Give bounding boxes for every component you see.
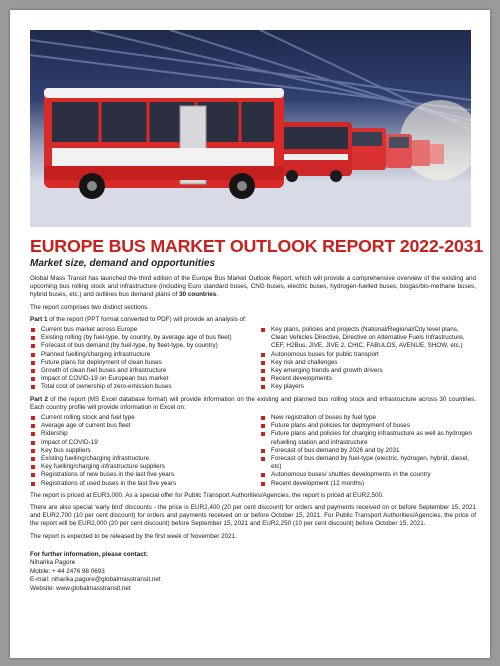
report-body	[30, 275, 476, 593]
list-item: Autonomous buses/ shuttles developments in the country	[260, 471, 474, 479]
report-subtitle: Market size, demand and opportunities	[30, 258, 216, 269]
list-item: Total cost of ownership of zero-emission buses	[30, 383, 260, 391]
list-item: New registration of buses by fuel type	[260, 414, 474, 422]
brochure-page	[10, 10, 490, 658]
list-item: Key plans, policies and projects (National/Regional/City level plans, Clean Vehicles Directive, Directive on Alternative Fuels Infrastructure, CEF, H2Bus, JIVE, JIVE 2, CHIC, FABULOS, AVENUE, SHOW, etc.)	[260, 326, 474, 351]
contact-block	[30, 551, 476, 593]
list-item: Growth of clean fuel buses and infrastructure	[30, 367, 260, 375]
part2-lists	[30, 414, 476, 488]
part1-text: of the report (PPT format converted to PDF) will provide an analysis of:	[47, 315, 247, 323]
list-item: Autonomous buses for public transport	[260, 351, 474, 359]
list-item: Current rolling stock and fuel type	[30, 414, 260, 422]
contact-website[interactable]: Website: www.globalmasstransit.net	[30, 584, 131, 592]
bus-photo-illustration	[30, 30, 471, 227]
report-title: EUROPE BUS MARKET OUTLOOK REPORT 2022-2031	[30, 236, 484, 256]
intro-emphasis: 30 countries	[179, 291, 217, 299]
list-item: Existing rolling (by fuel-type, by country, by average age of bus fleet)	[30, 334, 260, 342]
part1-left-list	[30, 326, 260, 392]
early-bird-paragraph: There are also special ‘early bird’ discounts - the price is EUR2,400 (20 per cent discount) for orders and payments received on or before September 15, 2021 and EUR2,700 (10 per cent discount) for orders and payments received on or before October 15, 2021. For Public Transport Authorities/Agencies, the price of the report will be EUR2,000 (20 per cent discount) before September 15, 2021 and EUR2,250 (10 per cent discount) before October 15, 2021.	[30, 504, 476, 528]
list-item: Recent development (12 months)	[260, 480, 474, 488]
list-item: Current bus market across Europe	[30, 326, 260, 334]
part1-lists	[30, 326, 476, 392]
list-item: Forecast of bus demand by 2026 and by 2031	[260, 447, 474, 455]
list-item: Forecast of bus demand by fuel-type (electric, hydrogen, hybrid, diesel, etc)	[260, 455, 474, 471]
intro-text: Global Mass Transit has launched the third edition of the Europe Bus Market Outlook Report, which will provide a comprehensive overview of the existing and upcoming bus rolling stock and infrastructure (including Euro standard buses, CNG buses, electric buses, hydrogen-fuelled buses, biogas/bio-methane buses, hybrid buses, etc.) and outlines bus demand plans of	[30, 275, 476, 299]
intro-end: .	[216, 291, 218, 299]
part2-left-list	[30, 414, 260, 488]
contact-heading: For further information, please contact:	[30, 550, 148, 558]
list-item: Forecast of bus demand (by fuel-type, by fleet-type, by country)	[30, 342, 260, 350]
list-item: Future plans and policies for deployment of buses	[260, 422, 474, 430]
part1-intro	[30, 316, 476, 324]
sections-intro: The report comprises two distinct sections.	[30, 303, 149, 311]
list-item: Existing fuelling/charging infrastructure	[30, 455, 260, 463]
list-item: Key emerging trends and growth drivers	[260, 367, 474, 375]
part1-label: Part 1	[30, 315, 48, 323]
pricing-paragraph: The report is priced at EUR3,000. As a special offer for Public Transport Authorities/Agencies, the report is priced at EUR2,500.	[30, 491, 384, 499]
list-item: Key players	[260, 383, 474, 391]
middle-bus	[274, 122, 352, 182]
part1-right-list	[260, 326, 474, 392]
part2-text: of the report (MS Excel database format) will provide information on the existing and planned bus rolling stock and infrastructure across 30 countries. Each country profile will provide information in Excel on:	[30, 395, 476, 411]
list-item: Impact of COVID-19	[30, 439, 260, 447]
list-item: Key fuelling/charging infrastructure suppliers	[30, 463, 260, 471]
list-item: Registrations of new buses in the last five years	[30, 471, 260, 479]
part2-intro	[30, 396, 476, 412]
list-item: Average age of current bus fleet	[30, 422, 260, 430]
list-item: Impact of COVID-19 on European bus market	[30, 375, 260, 383]
list-item: Future plans and policies for charging infrastructure as well as hydrogen refuelling station and infrastructure	[260, 430, 474, 446]
part2-label: Part 2	[30, 395, 49, 403]
release-paragraph: The report is expected to be released by the first week of November 2021.	[30, 532, 237, 540]
list-item: Ridership	[30, 430, 260, 438]
list-item: Key bus suppliers	[30, 447, 260, 455]
front-bus	[44, 88, 284, 199]
list-item: Recent developments	[260, 375, 474, 383]
list-item: Key risk and challenges	[260, 359, 474, 367]
contact-email[interactable]: E-mail: niharika.pagore@globalmasstransit.net	[30, 576, 161, 584]
contact-mobile: Mobile: + 44 2476 98 0693	[30, 567, 105, 575]
part2-right-list	[260, 414, 474, 488]
list-item: Future plans for deployment of clean buses	[30, 359, 260, 367]
contact-name: Niharika Pagore	[30, 559, 76, 567]
list-item: Planned fuelling/charging infrastructure	[30, 351, 260, 359]
list-item: Registrations of used buses in the last five years	[30, 480, 260, 488]
hero-bus-image	[30, 30, 471, 227]
intro-paragraph	[30, 275, 476, 300]
